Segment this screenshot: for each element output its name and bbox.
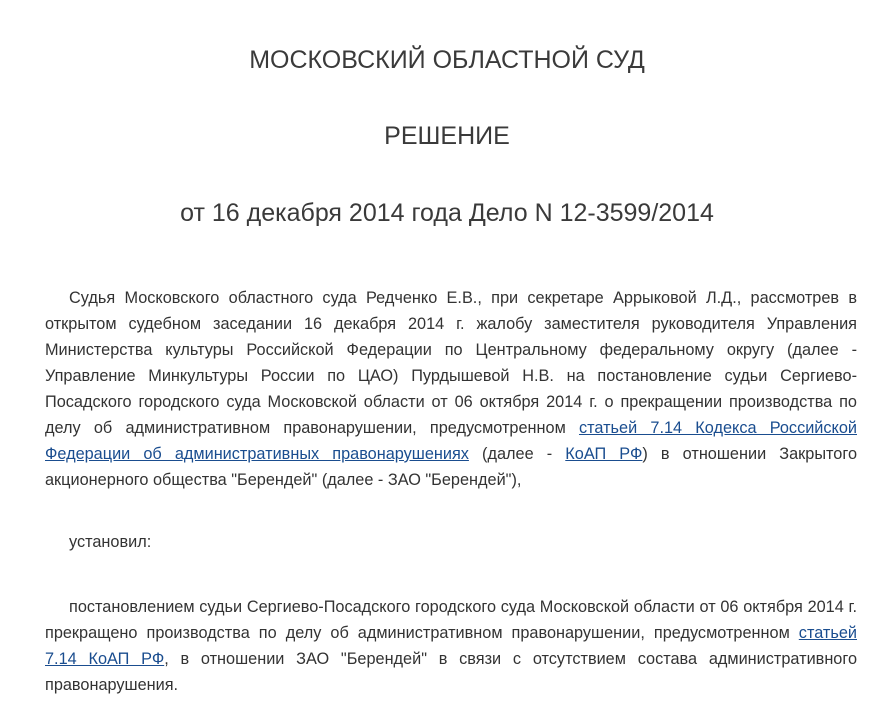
link-article-7-14-koap-full[interactable]: статьей 7.14 Кодекса Российской Федерации об административных правонарушениях <box>45 419 857 463</box>
paragraph-intro <box>45 285 857 493</box>
paragraph-established: установил: <box>69 533 152 551</box>
date-case-heading: от 16 декабря 2014 года Дело N 12-3599/2014 <box>180 199 714 227</box>
court-name-heading: МОСКОВСКИЙ ОБЛАСТНОЙ СУД <box>249 46 645 74</box>
paragraph-intro-text-a: Судья Московского областного суда Редченко Е.В., при секретаре Аррыковой Л.Д., рассмотрев в открытом судебном заседании 16 декабря 2014 г. жалобу заместителя руководителя Управления Министерства культуры Российской Федерации по Центральному федеральному округу (далее - Управление Минкультуры России по ЦАО) Пурдышевой Н.В. на постановление судьи Сергиево-Посадского городского суда Московской области от 06 октября 2014 г. о прекращении производства по делу об административном правонарушении, предусмотренном <box>45 289 857 437</box>
paragraph-ruling <box>45 594 857 698</box>
paragraph-intro-text-b: (далее - <box>468 445 566 463</box>
link-article-7-14-koap-short[interactable]: статьей 7.14 КоАП РФ <box>45 624 857 668</box>
document-type-heading: РЕШЕНИЕ <box>384 122 510 150</box>
paragraph-ruling-text-a: постановлением судьи Сергиево-Посадского городского суда Московской области от 06 октября 2014 г. прекращено производства по делу об административном правонарушении, предусмотренном <box>45 598 857 642</box>
paragraph-ruling-text-b: , в отношении ЗАО "Берендей" в связи с отсутствием состава административного правонарушения. <box>45 650 857 694</box>
link-koap-rf[interactable]: КоАП РФ <box>565 445 643 463</box>
paragraph-intro-text-c: ) в отношении Закрытого акционерного общества "Берендей" (далее - ЗАО "Берендей"), <box>45 445 857 489</box>
